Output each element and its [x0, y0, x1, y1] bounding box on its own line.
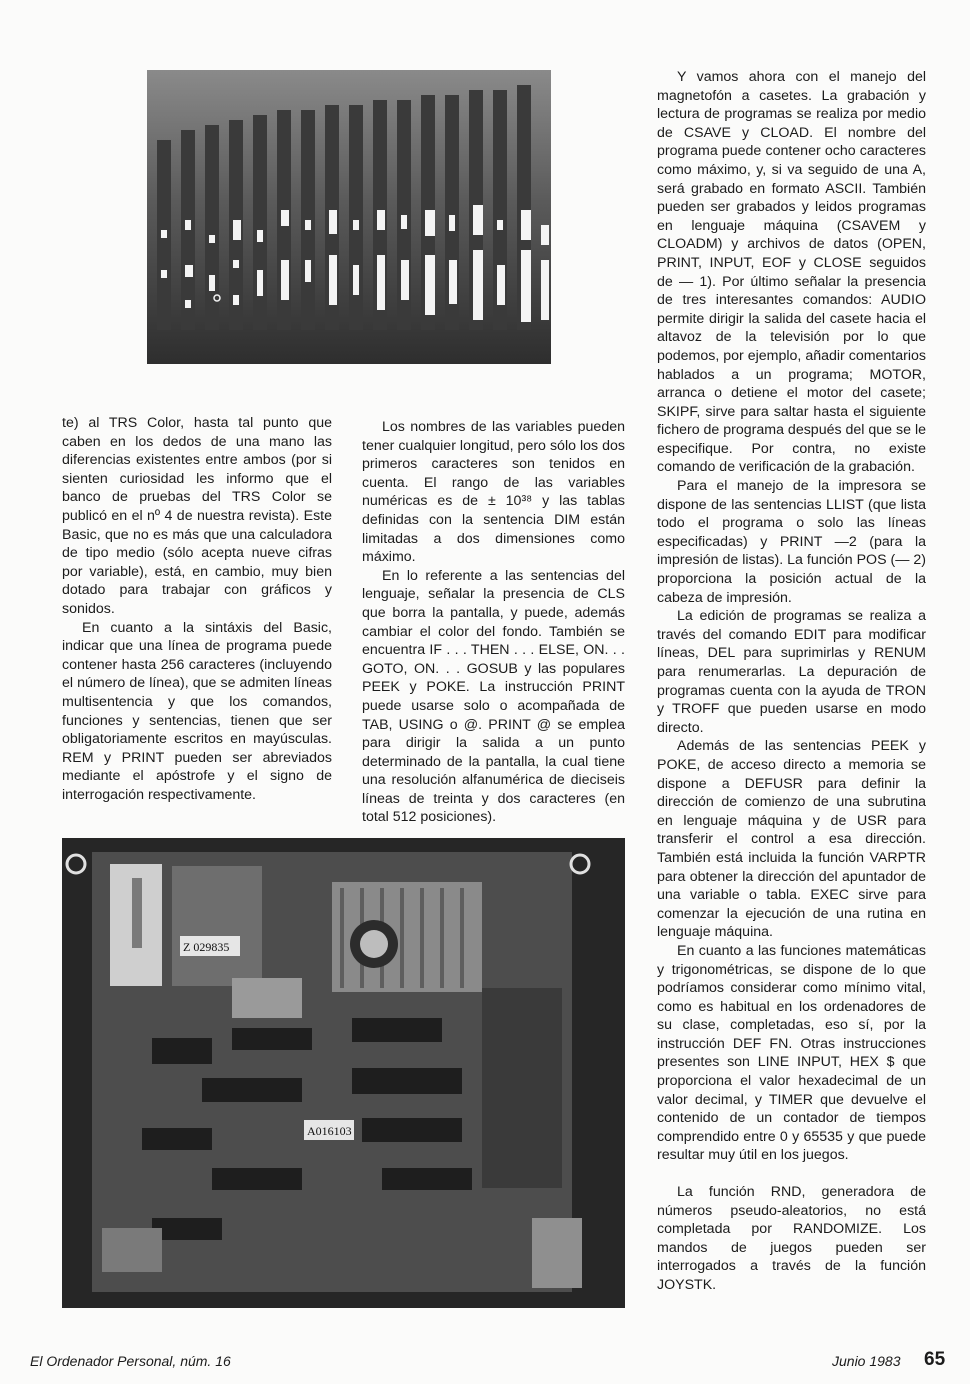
- paragraph: En lo referente a las sentencias del lenguaje, señalar la presencia de CLS que borra la pantalla, y puede, además cambiar el color del fondo. También se encuentra IF . . . THEN . . . ELSE, ON. . . GOTO, ON. . . GOSUB y las populares PEEK y POKE. La instrucción PRINT puede usarse solo o acompañada de TAB, USING o @. PRINT @ se emplea para dirigir la salida a un punto determinado de la pantalla, la cual tiene una resolución alfanumérica de dieciseis líneas de treinta y dos caracteres (en total 512 posiciones).: [362, 567, 625, 826]
- chip-label: A016103: [307, 1124, 352, 1138]
- paragraph: La función RND, generadora de números pseudo-aleatorios, no está completada por RANDOMIZE. Los mandos de juegos pueden ser interrogados a través de la función JOYSTK.: [657, 1184, 926, 1293]
- text-column-3: [657, 68, 926, 1295]
- paragraph: Los nombres de las variables pueden tener cualquier longitud, pero sólo los dos primeros caracteres son tenidos en cuenta. El rango de las variables numéricas es de ± 10³⁸ y las tablas definidas con la sentencia DIM están limitadas a dos dimensiones como máximo.: [362, 419, 625, 566]
- chip-label: Z 029835: [183, 940, 230, 954]
- paragraph: En cuanto a las funciones matemáticas y trigonométricas, se dispone de lo que podríamos considerar como mínimo vital, como es habitual en los ordenadores de su clase, completadas, eso sí, por la instrucción DEF FN. Otras instrucciones presentes son LINE INPUT, HEX $ que proporciona el valor hexadecimal de un valor decimal, y TIMER que devuelve el contenido de un contador de tiempos comprendido entre 0 y 65535 y que puede resultar muy útil en los juegos.: [657, 942, 926, 1164]
- magazine-issue: El Ordenador Personal, núm. 16: [30, 1353, 231, 1369]
- paragraph: Y vamos ahora con el manejo del magnetofón a casetes. La grabación y lectura de programas se realiza por medio de CSAVE y CLOAD. El nombre del programa puede contener ocho caracteres como máximo, y, si va seguido de una A, será grabado en formato ASCII. También pueden ser grabados y leidos programas en lenguaje máquina (CSAVEM y CLOADM) y archivos de datos (OPEN, PRINT, INPUT, EOF y CLOSE seguidos de — 1). Por último señalar la presencia de tres interesantes comandos: AUDIO permite dirigir la salida del casete hacia el altavoz de la televisión por lo que podemos, por ejemplo, añadir comentarios hablados a un programa; MOTOR, arranca o detiene el motor del casete; SKIPF, sirve para saltar hasta el siguiente fichero de programa después del que se le especifique. Por contra, no existe comando de verificación de la grabación.: [657, 69, 926, 476]
- paragraph: En cuanto a la sintáxis del Basic, indicar que una línea de programa puede contener hasta 256 caracteres (incluyendo el número de línea), que se admiten líneas multisentencia y que los comandos, funciones y sentencias, tienen que ser obligatoriamente escritos en mayúsculas. REM y PRINT pueden ser abreviados mediante el apóstrofe y el signo de interrogación respectivamente.: [62, 619, 332, 803]
- paragraph: Además de las sentencias PEEK y POKE, de acceso directo a memoria se dispone a DEFUSR para definir la dirección de comienzo de una subrutina en lenguaje máquina y de USR para transferir el control a esa dirección. También está incluida la función VARPTR para obtener la dirección del apuntador de una variable o tabla. EXEC sirve para comenzar la ejecución de una rutina en lenguaje máquina.: [657, 738, 926, 941]
- page-number: 65: [924, 1349, 946, 1370]
- text-column-2: [362, 418, 625, 827]
- paragraph: te) al TRS Color, hasta tal punto que caben en los dedos de una mano las diferencias existentes entre ambos (por si sienten curiosidad les informo que el banco de pruebas del TRS Color se publicó en el nº 4 de nuestra revista). Este Basic, que no es más que una calculadora de tipo medio (sólo acepta nueve cifras por variable), está, en cambio, muy bien dotado para trabajar con gráficos y sonidos.: [62, 415, 332, 617]
- screen-photo-graphic: [147, 70, 551, 364]
- circuit-board-photo: [62, 838, 625, 1308]
- paragraph: Para el manejo de la impresora se dispone de las sentencias LLIST (que lista todo el programa o solo las líneas especificadas) y PRINT —2 (para la impresión de listas). La función POS (— 2) proporciona la posición actual de la cabeza de impresión.: [657, 478, 926, 606]
- text-column-1: [62, 414, 332, 804]
- paragraph: La edición de programas se realiza a través del comando EDIT para modificar líneas, DEL para suprimirlas y RENUM para renumerarlas. La depuración de programas cuenta con la ayuda de TRON y TROFF que pueden usarse en modo directo.: [657, 608, 926, 736]
- circuit-board-graphic: [62, 838, 625, 1308]
- issue-date: Junio 1983: [832, 1353, 901, 1369]
- screen-photo: [147, 70, 551, 364]
